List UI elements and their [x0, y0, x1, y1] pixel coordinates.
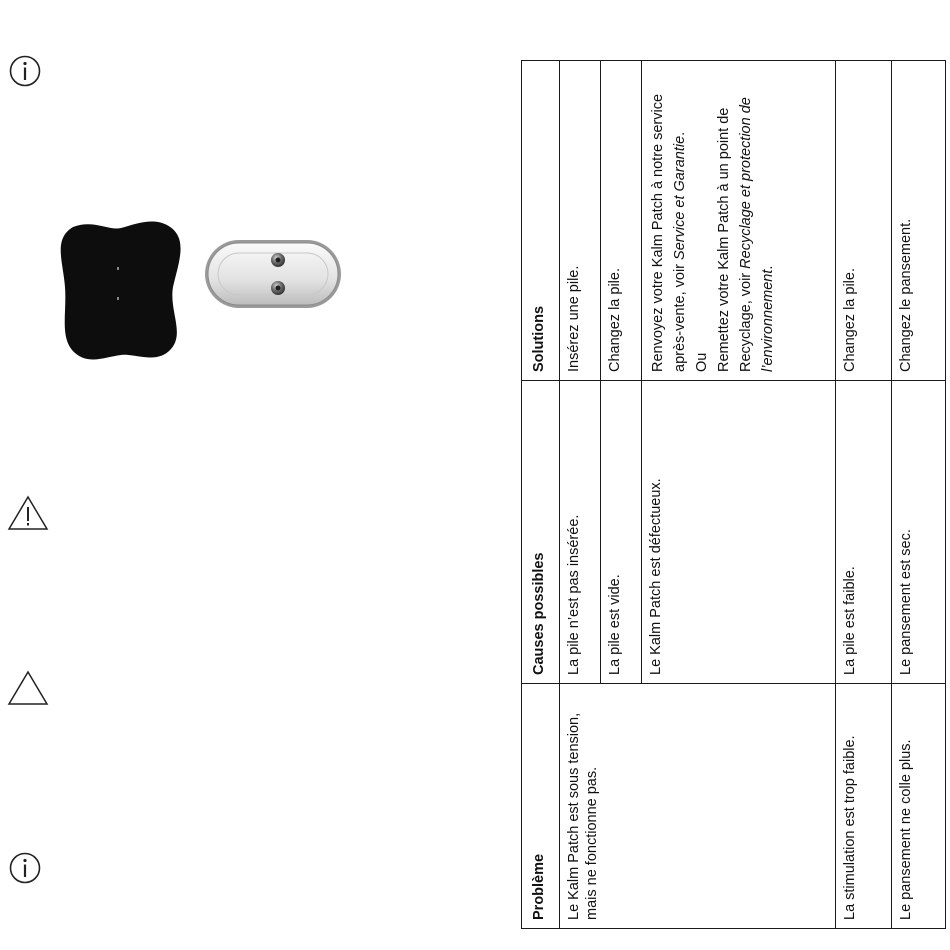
- cause-cell: La pile est faible.: [836, 381, 892, 684]
- cause-cell: La pile est vide.: [601, 381, 642, 684]
- header-problem: Problème: [522, 684, 560, 929]
- table-row: [836, 61, 892, 929]
- warning-icon: [7, 495, 49, 531]
- solution-cell: Changez le pansement.: [892, 61, 946, 381]
- solution-cell: Changez la pile.: [836, 61, 892, 381]
- caution-icon: [7, 670, 49, 706]
- troubleshooting-table-container: [521, 61, 945, 929]
- table-row: [892, 61, 946, 929]
- table-row: [560, 61, 601, 929]
- device-photo: [55, 215, 350, 365]
- troubleshooting-table: [521, 60, 946, 929]
- solution-cell: Renvoyez votre Kalm Patch à notre service après-vente, voir Service et Garantie. Ou Remettez votre Kalm Patch à un point de Recyclage, voir Recyclage et protection de l’environnement.: [642, 61, 836, 381]
- solution-cell: Insérez une pile.: [560, 61, 601, 381]
- problem-cell: La stimulation est trop faible.: [836, 684, 892, 929]
- header-solutions: Solutions: [522, 61, 560, 381]
- problem-cell: Le Kalm Patch est sous tension, mais ne fonctionne pas.: [560, 684, 836, 929]
- header-causes: Causes possibles: [522, 381, 560, 684]
- problem-cell: Le pansement ne colle plus.: [892, 684, 946, 929]
- cause-cell: Le Kalm Patch est défectueux.: [642, 381, 836, 684]
- info-icon: [8, 851, 42, 885]
- cause-cell: La pile n’est pas insérée.: [560, 381, 601, 684]
- info-icon: [8, 54, 42, 88]
- cause-cell: Le pansement est sec.: [892, 381, 946, 684]
- solution-cell: Changez la pile.: [601, 61, 642, 381]
- electrode-pad: [61, 222, 181, 360]
- control-module: [205, 240, 341, 308]
- table-header-row: [522, 61, 560, 929]
